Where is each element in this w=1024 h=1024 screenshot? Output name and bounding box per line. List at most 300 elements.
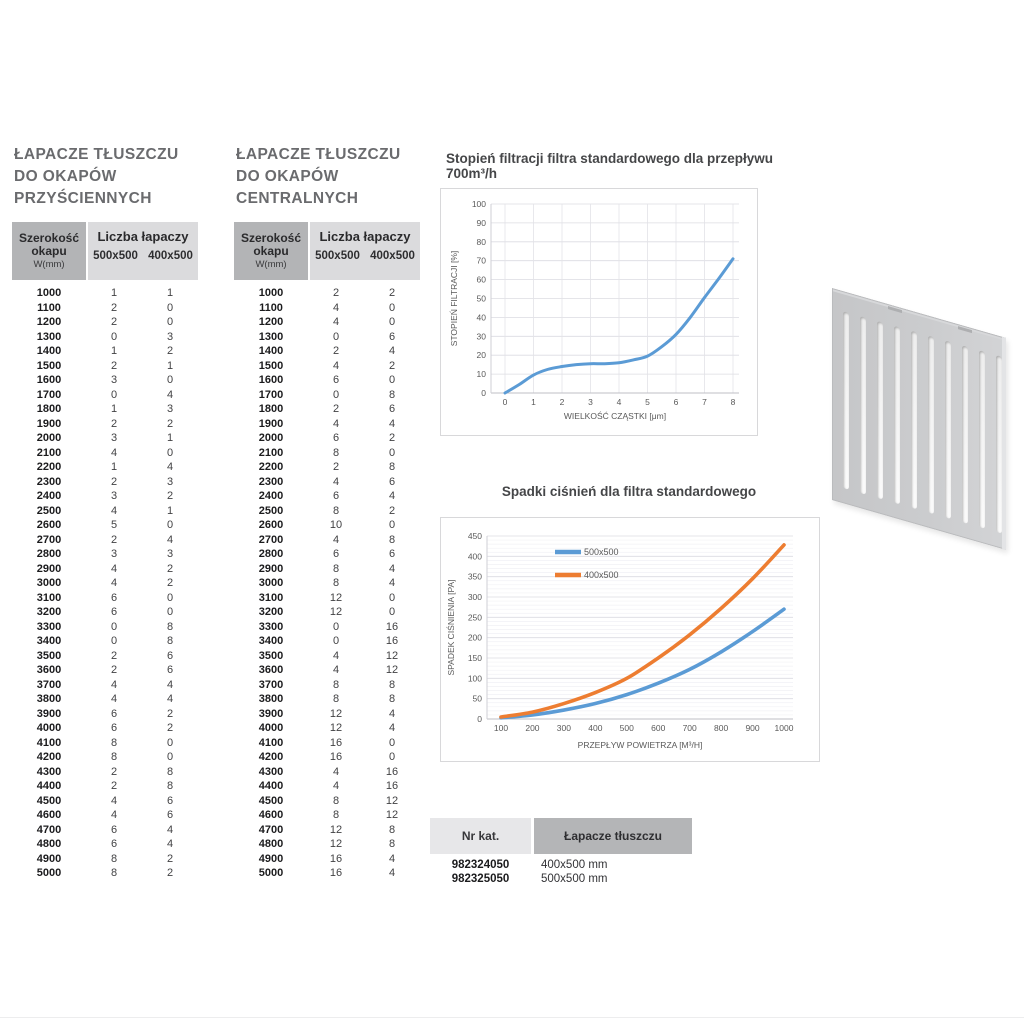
chart-label: 700 xyxy=(682,723,697,733)
hood-width-value: 3800 xyxy=(258,693,284,706)
catcher-count-value: 12 xyxy=(385,809,399,822)
hood-width-value: 3400 xyxy=(258,635,284,648)
table-row xyxy=(234,446,420,461)
chart-label: 5 xyxy=(645,397,650,407)
hood-width-value: 2400 xyxy=(36,490,62,503)
hood-width-value: 2600 xyxy=(258,519,284,532)
chart-label: 1000 xyxy=(774,723,794,733)
catcher-count-value: 4 xyxy=(388,345,396,358)
catcher-count-value: 16 xyxy=(329,751,343,764)
catcher-count-value: 0 xyxy=(388,591,396,604)
table-row xyxy=(12,750,198,765)
hood-width-value: 4900 xyxy=(258,852,284,865)
catcher-count-value: 16 xyxy=(329,736,343,749)
hood-width-value: 5000 xyxy=(258,867,284,880)
catalog-row xyxy=(430,872,692,886)
catcher-count-value: 8 xyxy=(388,388,396,401)
header-hood-width xyxy=(234,222,308,280)
hood-width-value: 2500 xyxy=(36,504,62,517)
catcher-count-value: 2 xyxy=(388,504,396,517)
catcher-count-value: 2 xyxy=(110,533,118,546)
catcher-count-value: 4 xyxy=(110,562,118,575)
table-row xyxy=(12,765,198,780)
hood-width-value: 3600 xyxy=(36,664,62,677)
catcher-count-value: 1 xyxy=(166,287,174,300)
chart-label: 300 xyxy=(556,723,571,733)
header-size-400x500: 400x500 xyxy=(148,250,193,262)
catcher-count-value: 0 xyxy=(166,606,174,619)
catcher-count-value: 8 xyxy=(332,809,340,822)
catcher-count-value: 3 xyxy=(110,490,118,503)
chart-label: 150 xyxy=(467,653,482,663)
catcher-count-value: 6 xyxy=(110,722,118,735)
hood-width-value: 4700 xyxy=(36,823,62,836)
hood-width-value: 4300 xyxy=(258,765,284,778)
catcher-count-value: 8 xyxy=(388,461,396,474)
hood-width-value: 2700 xyxy=(36,533,62,546)
page-divider xyxy=(0,1017,1024,1018)
catcher-count-value: 4 xyxy=(110,678,118,691)
catcher-count-value: 6 xyxy=(110,823,118,836)
chart-label: 1 xyxy=(531,397,536,407)
catcher-count-value: 4 xyxy=(110,809,118,822)
hood-width-value: 1000 xyxy=(258,287,284,300)
chart-label: 100 xyxy=(467,673,482,684)
catcher-count-value: 16 xyxy=(385,780,399,793)
table-row xyxy=(12,605,198,620)
header-unit: W(mm) xyxy=(255,259,287,270)
table-row xyxy=(234,620,420,635)
catcher-count-value: 8 xyxy=(332,504,340,517)
table-row xyxy=(12,533,198,548)
catcher-count-value: 12 xyxy=(385,794,399,807)
catcher-count-value: 6 xyxy=(332,548,340,561)
catcher-count-value: 3 xyxy=(110,548,118,561)
section-title-line: DO OKAPÓW xyxy=(236,168,339,185)
catcher-count-value: 2 xyxy=(110,301,118,314)
catcher-count-value: 0 xyxy=(388,606,396,619)
table-row xyxy=(12,547,198,562)
catcher-count-value: 3 xyxy=(110,374,118,387)
chart-label: 250 xyxy=(467,612,482,623)
table-row xyxy=(234,286,420,301)
catcher-count-value: 8 xyxy=(332,562,340,575)
table-row xyxy=(12,475,198,490)
hood-width-value: 3000 xyxy=(258,577,284,590)
table-row xyxy=(12,504,198,519)
catcher-count-value: 0 xyxy=(388,374,396,387)
catcher-count-value: 6 xyxy=(166,664,174,677)
header-catcher-count xyxy=(88,222,198,280)
catcher-count-value: 0 xyxy=(110,388,118,401)
catalog-table xyxy=(430,818,692,886)
catcher-count-value: 6 xyxy=(166,809,174,822)
hood-width-value: 1300 xyxy=(36,330,62,343)
filter-slot xyxy=(843,311,849,490)
chart-label: 200 xyxy=(467,632,482,643)
catalog-header-nr-kat: Nr kat. xyxy=(430,818,531,854)
table-row xyxy=(12,286,198,301)
chart-label: 350 xyxy=(467,571,482,582)
catcher-count-value: 4 xyxy=(110,693,118,706)
catcher-count-value: 0 xyxy=(166,316,174,329)
hood-width-value: 4200 xyxy=(36,751,62,764)
table-row xyxy=(12,388,198,403)
catcher-count-value: 12 xyxy=(329,722,343,735)
chart-label: 900 xyxy=(745,723,760,733)
catcher-count-value: 0 xyxy=(388,446,396,459)
catcher-count-value: 0 xyxy=(332,635,340,648)
table-row xyxy=(234,765,420,780)
catcher-count-value: 6 xyxy=(332,374,340,387)
filter-slot xyxy=(877,321,883,500)
filtration-chart-svg xyxy=(441,189,757,435)
table-row xyxy=(234,475,420,490)
table-row xyxy=(12,721,198,736)
hood-width-value: 4800 xyxy=(36,838,62,851)
chart-label: STOPIEŃ FILTRACJI [%] xyxy=(449,250,459,347)
catcher-count-value: 4 xyxy=(332,301,340,314)
catcher-count-value: 8 xyxy=(388,693,396,706)
hood-width-value: 3600 xyxy=(258,664,284,677)
table-row xyxy=(12,359,198,374)
table-row xyxy=(12,417,198,432)
catcher-count-value: 2 xyxy=(110,780,118,793)
table-row xyxy=(12,837,198,852)
hood-width-value: 1200 xyxy=(36,316,62,329)
table-row xyxy=(234,315,420,330)
hood-width-value: 3300 xyxy=(258,620,284,633)
table-row xyxy=(12,344,198,359)
catcher-count-value: 2 xyxy=(110,765,118,778)
catcher-count-value: 4 xyxy=(166,693,174,706)
catcher-count-value: 2 xyxy=(166,577,174,590)
catcher-count-value: 8 xyxy=(332,446,340,459)
chart-label: 0 xyxy=(502,397,508,407)
catcher-count-value: 6 xyxy=(388,403,396,416)
catcher-count-value: 10 xyxy=(329,519,343,532)
catcher-count-value: 0 xyxy=(166,301,174,314)
catcher-count-value: 4 xyxy=(110,794,118,807)
table-row xyxy=(234,750,420,765)
catcher-count-value: 2 xyxy=(332,461,340,474)
section-title-line: CENTRALNYCH xyxy=(236,190,359,207)
hood-width-value: 3400 xyxy=(36,635,62,648)
catcher-count-value: 4 xyxy=(388,577,396,590)
table-row xyxy=(12,678,198,693)
section-title-line: PRZYŚCIENNYCH xyxy=(14,190,152,207)
catcher-count-value: 0 xyxy=(110,635,118,648)
table-row xyxy=(12,794,198,809)
section-title-line: ŁAPACZE TŁUSZCZU xyxy=(236,146,401,163)
catcher-count-value: 2 xyxy=(110,359,118,372)
chart-label: WIELKOŚĆ CZĄSTKI [μm] xyxy=(563,411,667,421)
hood-width-value: 3200 xyxy=(258,606,284,619)
catcher-count-value: 2 xyxy=(388,287,396,300)
catcher-count-value: 4 xyxy=(166,461,174,474)
table-row xyxy=(12,301,198,316)
table-header xyxy=(12,222,198,280)
hood-width-value: 1300 xyxy=(258,330,284,343)
catcher-count-value: 2 xyxy=(110,664,118,677)
table-row xyxy=(234,823,420,838)
hood-width-value: 3700 xyxy=(258,678,284,691)
hood-width-value: 4000 xyxy=(258,722,284,735)
catcher-count-value: 2 xyxy=(388,432,396,445)
chart-label: 60 xyxy=(476,274,486,285)
catcher-count-value: 1 xyxy=(110,403,118,416)
catcher-count-value: 4 xyxy=(332,649,340,662)
chart-label: 800 xyxy=(714,723,729,733)
series-line-400x500 xyxy=(501,545,784,717)
chart-label: 100 xyxy=(471,199,486,209)
table-row xyxy=(234,402,420,417)
chart-label: 8 xyxy=(730,397,736,407)
table-row xyxy=(234,359,420,374)
hood-width-value: 1600 xyxy=(36,374,62,387)
catcher-count-value: 4 xyxy=(166,823,174,836)
hood-width-value: 4100 xyxy=(258,736,284,749)
filter-slot xyxy=(911,331,917,510)
catcher-count-value: 2 xyxy=(388,359,396,372)
table-row xyxy=(234,417,420,432)
hood-width-value: 4400 xyxy=(258,780,284,793)
header-group-label: Liczba łapaczy xyxy=(97,229,189,244)
table-row xyxy=(234,808,420,823)
table-row xyxy=(234,547,420,562)
catcher-count-value: 4 xyxy=(166,388,174,401)
hood-width-value: 1900 xyxy=(36,417,62,430)
catcher-count-value: 5 xyxy=(110,519,118,532)
catcher-count-value: 2 xyxy=(166,417,174,430)
chart-label: 450 xyxy=(467,531,482,541)
catcher-count-value: 4 xyxy=(110,504,118,517)
legend-item-400x500 xyxy=(555,570,619,580)
table-row xyxy=(234,344,420,359)
catcher-count-value: 3 xyxy=(110,432,118,445)
section-title xyxy=(236,144,401,210)
table-row xyxy=(12,431,198,446)
table-hoods-central xyxy=(234,144,420,889)
chart-label: 400x500 xyxy=(584,570,619,580)
hood-width-value: 4600 xyxy=(258,809,284,822)
chart-label: 20 xyxy=(476,350,486,361)
hood-width-value: 1200 xyxy=(258,316,284,329)
catcher-count-value: 6 xyxy=(388,548,396,561)
catcher-count-value: 4 xyxy=(388,867,396,880)
table-row xyxy=(234,634,420,649)
hood-width-value: 3500 xyxy=(36,649,62,662)
hood-width-value: 1400 xyxy=(36,345,62,358)
chart-label: 10 xyxy=(476,369,486,380)
hood-width-value: 4600 xyxy=(36,809,62,822)
catcher-count-value: 8 xyxy=(388,533,396,546)
grease-filter-image xyxy=(832,288,1006,550)
catcher-count-value: 4 xyxy=(332,780,340,793)
chart-label: 200 xyxy=(525,723,540,733)
hood-width-value: 1800 xyxy=(36,403,62,416)
filter-slot xyxy=(962,345,968,524)
catcher-count-value: 4 xyxy=(332,475,340,488)
chart-label: 2 xyxy=(559,397,565,407)
catcher-count-value: 4 xyxy=(388,490,396,503)
table-row xyxy=(12,576,198,591)
chart-label: SPADEK CIŚNIENIA [PA] xyxy=(446,579,456,676)
table-row xyxy=(12,823,198,838)
catcher-count-value: 0 xyxy=(332,620,340,633)
catcher-count-value: 3 xyxy=(166,475,174,488)
table-row xyxy=(234,721,420,736)
catcher-count-value: 2 xyxy=(166,867,174,880)
catcher-count-value: 0 xyxy=(332,388,340,401)
table-row xyxy=(12,620,198,635)
catcher-count-value: 2 xyxy=(166,562,174,575)
header-label: Szerokość xyxy=(240,231,302,245)
filter-notch xyxy=(888,306,902,313)
hood-width-value: 4200 xyxy=(258,751,284,764)
hood-width-value: 1500 xyxy=(258,359,284,372)
chart-label: 400 xyxy=(588,723,603,733)
chart-label: 50 xyxy=(476,293,486,304)
table-row xyxy=(234,330,420,345)
hood-width-value: 3100 xyxy=(36,591,62,604)
catcher-count-value: 0 xyxy=(388,736,396,749)
table-row xyxy=(234,518,420,533)
table-row xyxy=(234,388,420,403)
hood-width-value: 2600 xyxy=(36,519,62,532)
header-catcher-count xyxy=(310,222,420,280)
table-row xyxy=(12,707,198,722)
catcher-count-value: 0 xyxy=(166,736,174,749)
chart-label: 6 xyxy=(673,397,679,407)
catcher-count-value: 0 xyxy=(166,446,174,459)
chart-label: 40 xyxy=(476,312,486,323)
hood-width-value: 4800 xyxy=(258,838,284,851)
hood-width-value: 1500 xyxy=(36,359,62,372)
hood-width-value: 3700 xyxy=(36,678,62,691)
catcher-count-value: 12 xyxy=(329,707,343,720)
header-unit: W(mm) xyxy=(33,259,65,270)
chart-label: PRZEPŁYW POWIETRZA [M³/H] xyxy=(577,740,703,750)
table-row xyxy=(12,866,198,881)
table-row xyxy=(12,402,198,417)
hood-width-value: 3900 xyxy=(36,707,62,720)
table-row xyxy=(234,866,420,881)
chart-label: 500x500 xyxy=(584,547,619,557)
hood-width-value: 2800 xyxy=(258,548,284,561)
chart-label: 80 xyxy=(476,236,486,247)
chart-label: 3 xyxy=(588,397,593,407)
chart-label: 7 xyxy=(702,397,707,407)
filter-slot xyxy=(928,336,934,515)
hood-width-value: 3100 xyxy=(258,591,284,604)
header-label: okapu xyxy=(31,244,67,258)
catcher-count-value: 2 xyxy=(166,852,174,865)
catcher-count-value: 4 xyxy=(388,417,396,430)
table-row xyxy=(234,301,420,316)
table-hoods-wall-mounted xyxy=(12,144,198,889)
header-size-400x500: 400x500 xyxy=(370,250,415,262)
catalog-header-product: Łapacze tłuszczu xyxy=(534,818,692,854)
catcher-count-value: 1 xyxy=(166,504,174,517)
hood-width-value: 3900 xyxy=(258,707,284,720)
hood-width-value: 3300 xyxy=(36,620,62,633)
chart-label: 30 xyxy=(476,331,486,342)
catcher-count-value: 4 xyxy=(332,664,340,677)
hood-width-value: 4300 xyxy=(36,765,62,778)
catcher-count-value: 12 xyxy=(329,838,343,851)
catalog-size: 500x500 mm xyxy=(541,873,608,885)
catcher-count-value: 2 xyxy=(166,707,174,720)
catcher-count-value: 6 xyxy=(110,707,118,720)
hood-width-value: 1700 xyxy=(258,388,284,401)
catcher-count-value: 4 xyxy=(166,838,174,851)
table-row xyxy=(234,779,420,794)
filter-slot xyxy=(945,340,951,519)
hood-width-value: 3000 xyxy=(36,577,62,590)
table-row xyxy=(12,692,198,707)
catcher-count-value: 8 xyxy=(110,751,118,764)
catcher-count-value: 6 xyxy=(332,490,340,503)
catcher-count-value: 4 xyxy=(332,359,340,372)
table-row xyxy=(234,460,420,475)
catcher-count-value: 1 xyxy=(110,345,118,358)
catcher-count-value: 8 xyxy=(388,678,396,691)
hood-width-value: 2000 xyxy=(258,432,284,445)
hood-width-value: 1900 xyxy=(258,417,284,430)
catcher-count-value: 2 xyxy=(166,490,174,503)
hood-width-value: 2000 xyxy=(36,432,62,445)
filter-slot xyxy=(979,350,985,529)
catcher-count-value: 6 xyxy=(110,838,118,851)
hood-width-value: 5000 xyxy=(36,867,62,880)
chart-label: 0 xyxy=(481,388,486,398)
hood-width-value: 4700 xyxy=(258,823,284,836)
header-size-500x500: 500x500 xyxy=(93,250,138,262)
table-row xyxy=(234,736,420,751)
table-row xyxy=(12,779,198,794)
hood-width-value: 4900 xyxy=(36,852,62,865)
table-row xyxy=(234,678,420,693)
catalog-body xyxy=(430,858,692,886)
catcher-count-value: 4 xyxy=(388,562,396,575)
catcher-count-value: 2 xyxy=(332,345,340,358)
table-row xyxy=(234,576,420,591)
catalog-header xyxy=(430,818,692,854)
catcher-count-value: 3 xyxy=(166,403,174,416)
catalog-size: 400x500 mm xyxy=(541,859,608,871)
chart-label: 300 xyxy=(467,592,482,602)
catcher-count-value: 0 xyxy=(166,519,174,532)
catcher-count-value: 16 xyxy=(385,620,399,633)
hood-width-value: 2500 xyxy=(258,504,284,517)
hood-width-value: 2400 xyxy=(258,490,284,503)
catcher-count-value: 8 xyxy=(166,620,174,633)
table-row xyxy=(234,562,420,577)
catcher-count-value: 2 xyxy=(166,722,174,735)
catcher-count-value: 6 xyxy=(332,432,340,445)
catcher-count-value: 6 xyxy=(166,794,174,807)
filter-slot xyxy=(860,316,866,495)
catcher-count-value: 4 xyxy=(332,533,340,546)
catcher-count-value: 12 xyxy=(385,649,399,662)
catcher-count-value: 1 xyxy=(110,287,118,300)
chart-label: 4 xyxy=(616,397,622,407)
catcher-count-value: 1 xyxy=(166,432,174,445)
catcher-count-value: 8 xyxy=(388,823,396,836)
chart-label: 0 xyxy=(477,714,482,724)
hood-width-value: 4400 xyxy=(36,780,62,793)
